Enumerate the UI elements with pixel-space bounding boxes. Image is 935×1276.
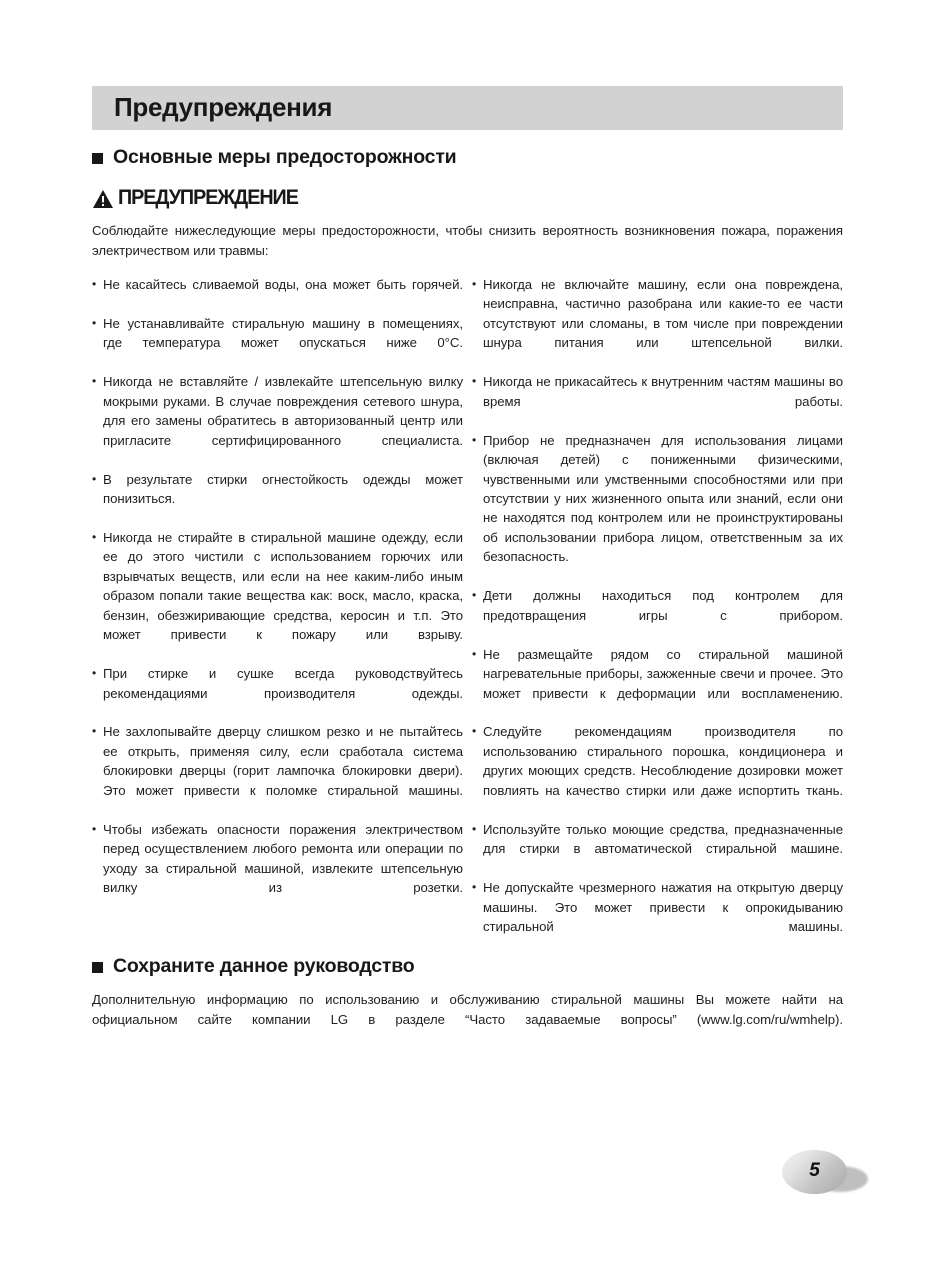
precautions-column-left [92, 275, 463, 917]
list-item: • Никогда не прикасайтесь к внутренним частям машины во время работы. [472, 372, 843, 430]
list-item: • Прибор не предназначен для использования лицами (включая детей) с пониженными физическими, чувственными или умственными способностями или при отсутствии у них жизненного опыта или знаний, если они не находятся под контролем или не проинструктированы об использовании прибора лицом, ответственным за их безопасность. [472, 431, 843, 587]
list-item: • Не устанавливайте стиральную машину в помещениях, где температура может опускаться ниже 0°C. [92, 314, 463, 372]
warning-label: ПРЕДУПРЕЖДЕНИЕ [118, 186, 298, 209]
list-item: • Не размещайте рядом со стиральной машиной нагревательные приборы, зажженные свечи и прочее. Это может привести к деформации или воспламенению. [472, 645, 843, 723]
list-item: • При стирке и сушке всегда руководствуйтесь рекомендациями производителя одежды. [92, 664, 463, 722]
list-item: • Не допускайте чрезмерного нажатия на открытую дверцу машины. Это может привести к опрокидыванию стиральной машины. [472, 878, 843, 956]
page-number-label: 5 [809, 1160, 820, 1181]
list-item: • Никогда не стирайте в стиральной машине одежду, если ее до этого чистили с использованием горючих или взрывчатых веществ, или если на нее каким-либо иным образом попали такие вещества как: воск, масло, краска, бензин, обезжиривающие средства, керосин и т.п. Это может привести к пожару или взрыву. [92, 528, 463, 664]
section-heading-save-manual [92, 955, 415, 978]
warning-intro-paragraph: Соблюдайте нижеследующие меры предосторожности, чтобы снизить вероятность возникновения пожара, поражения электричеством или травмы: [92, 223, 843, 258]
list-item: • Используйте только моющие средства, предназначенные для стирки в автоматической стиральной машине. [472, 820, 843, 878]
chapter-title: Предупреждения [114, 91, 333, 122]
precautions-column-right [472, 275, 843, 956]
section-heading-label: Основные меры предосторожности [113, 146, 457, 168]
chapter-header-bar [92, 86, 843, 130]
list-item: • Не касайтесь сливаемой воды, она может быть горячей. [92, 275, 463, 314]
precautions-list-left [92, 275, 463, 917]
square-bullet-icon [92, 153, 103, 164]
list-item: • Никогда не включайте машину, если она повреждена, неисправна, частично разобрана или какие-то ее части отсутствуют или сломаны, в том числе при повреждении шнура питания или штепсельной вилки. [472, 275, 843, 372]
page-number-badge [782, 1148, 882, 1208]
list-item: • Никогда не вставляйте / извлекайте штепсельную вилку мокрыми руками. В случае повреждения сетевого шнура, для его замены обратитесь в авторизованный центр или пригласите сертифицированного специалиста. [92, 372, 463, 469]
list-item: • Следуйте рекомендациям производителя по использованию стирального порошка, кондиционера и других моющих средств. Несоблюдение дозировки может повлиять на качество стирки или даже испортить ткань. [472, 722, 843, 819]
list-item: • Дети должны находиться под контролем для предотвращения игры с прибором. [472, 586, 843, 644]
section-heading-main-precautions [92, 146, 456, 169]
warning-triangle-icon [92, 189, 114, 209]
page-number-ellipse [782, 1150, 847, 1194]
save-manual-paragraph: Дополнительную информацию по использованию и обслуживанию стиральной машины Вы можете найти на официальном сайте компании LG в разделе “Часто задаваемые вопросы” (www.lg.com/ru/wmhelp). [92, 992, 843, 1027]
list-item: • Чтобы избежать опасности поражения электричеством перед осуществлением любого ремонта или операции по уходу за стиральной машиной, извлеките штепсельную вилку из розетки. [92, 820, 463, 917]
warning-heading [92, 186, 309, 210]
precautions-list-right [472, 275, 843, 956]
section-heading-label: Сохраните данное руководство [113, 955, 415, 977]
square-bullet-icon [92, 962, 103, 973]
list-item: • В результате стирки огнестойкость одежды может понизиться. [92, 470, 463, 528]
list-item: • Не захлопывайте дверцу слишком резко и не пытайтесь ее открыть, применяя силу, если сработала система блокировки дверцы (горит лампочка блокировки двери). Это может привести к поломке стиральной машины. [92, 722, 463, 819]
